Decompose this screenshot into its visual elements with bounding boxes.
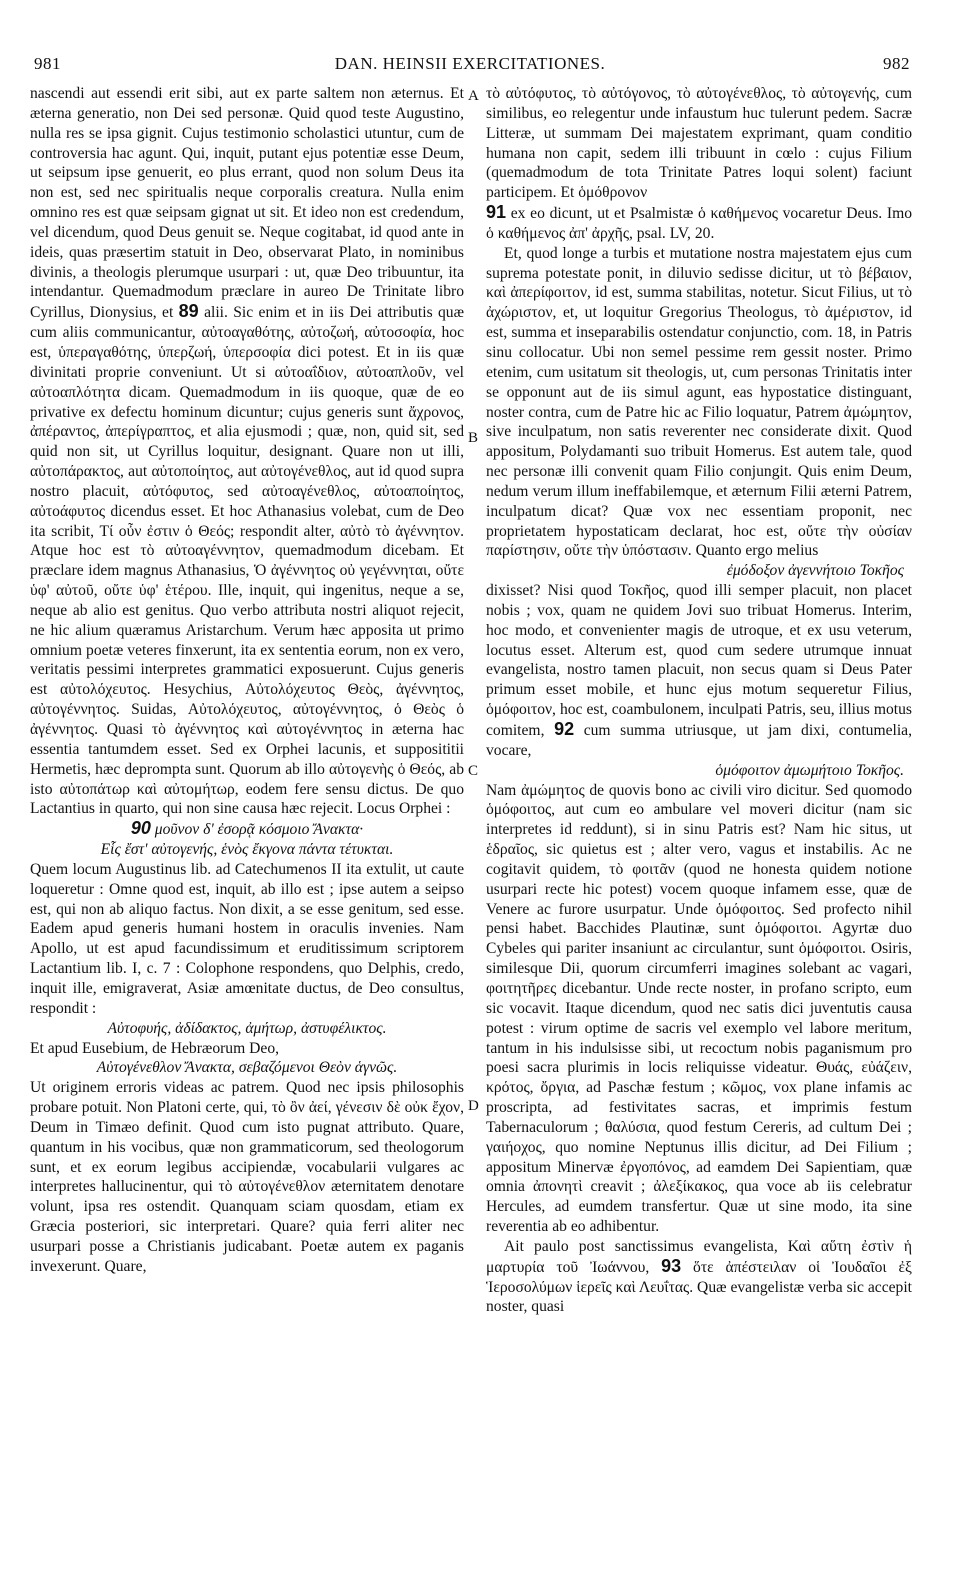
paragraph: Ut originem erroris videas ac patrem. Quod nec ipsis philosophis probare potuit. Non Platoni certe, qui, τὸ ὂν ἀεί, γένεσιν δὲ οὐκ ἔχον, Deum in Timæo definit. Quod cum isto pugnat attributo. Quare, quantum in his vocibus, quæ non grammaticorum, sed theologorum sunt, et ex eorum legibus accipiendæ, vocabularii vulgares ac interpretes hallucinentur, qui τὸ αὐτογένεθλον æternitatem denotare volunt, ipsa res ostendit. Quanquam sciam quosdam, etiam ex Græcia posteriori, sic interpretari. Quare? quia ferri aliter nec usurpari posse a Christianis judicabant. Poetæ autem ex paganis invexerunt. Quare, xyxy=(30,1079,464,1275)
section-number: 93 xyxy=(661,1255,682,1276)
paragraph: Quem locum Augustinus lib. ad Catechumenos II ita extulit, ut caute loqueretur : Omne quod est, inquit, ab illo est ; ipse autem a seipso est, qui non ab aliquo factus. Non dixit, a se esse genitum, sed esse. Eadem apud generis humani hostem in oraculis invenies. Nam Apollo, ut est apud facundissimum et eruditissimum scriptorem Lactantium lib. I, c. 7 : Colophone respondens, quo Delphis, credo, inquit ille, emigraverat, Asiæ amœnitate ductus, de Deo consultus, respondit : xyxy=(30,860,464,1017)
page-number-left: 981 xyxy=(34,54,61,73)
paragraph: Et, quod longe a turbis et mutatione nostra majestatem ejus cum suprema potestate ponit, in diluvio sedisse dicitur, ut τὸ βέβαιον, καὶ ἀπερίφοιτον, id est, summa stabilitas, notetur. Sicut Filius, ut τὸ ἀχώριστον, et, ut loquitur Gregorius Theologus, τὸ ἀμέριστον, id est, summa et inseparabilis ostendatur conjunctio, com. 18, in Patris sinu collocatur. Ubi non semel pessime rem gessit noster. Primo etenim, cum usitatum sit theologis, ut, cum personas Trinitatis inter se opponunt aut de iis simul agunt, eas hypostatice distinguant, noster contra, cum de Patre hic ac Filio loquatur, Patrem ἀμώμητον, sive inculpatum, non satis reverenter nec considerate dixit. Quod appositum, Polydamanti suo tribuit Homerus. Est autem tale, quod nec personæ illi convenit quam Filio conjungit. Quis enim Deum, nedum verum illum ineffabilemque, et æternum Filii æterni Patrem, inculpatum dicat? Quæ vox nec essentiam proponit, nec proprietatem hypostaticam declarat, hoc est, οὔτε τὴν οὐσίαν παρίστησιν, οὔτε τὴν ὑπόστασιν. Quanto ergo melius xyxy=(486,244,912,560)
paragraph-text: ex eo dicunt, ut et Psalmistæ ὁ καθήμενος vocaretur Deus. Imo ὁ καθήμενος ἀπ' ἀρχῆς, psal. LV, 20. xyxy=(486,205,912,242)
margin-letter-c: C xyxy=(468,763,479,779)
paragraph-text: Ait paulo post sanctissimus evangelista, Καὶ αὕτη ἐστὶν ἡ μαρτυρία τοῦ Ἰωάννου, xyxy=(486,1237,912,1276)
section-number: 89 xyxy=(178,301,199,322)
paragraph xyxy=(30,84,464,819)
page-number-right: 982 xyxy=(883,54,910,73)
paragraph: Nam ἀμώμητος de quovis bono ac civili viro dicitur. Sed quomodo ὁμόφοιτος, aut cum eo ambulare vel moveri dicitur (nam sic interpretes id reddunt), si in sinu Patris est? Nam hic situs, ut ἑδραῖος, sic quietus est ; alter vero, vagus et instabilis. Ac ne cogitavit quidem, τὸ φοιτᾶν (quod ne honesta quidem notione usurpari recte hic potest) vocem quoque infamem esse, quæ de Venere ac furore usurpatur. Unde ὁμόφοιτος. Sed profecto nihil pensi habet. Bacchides Plautinæ, sunt ὁμόφοιτοι. Agyrtæ duo Cybeles qui pariter insaniunt ac circulantur, sunt ὁμόφοιτοι. Osiris, similesque Dii, quorum circumferri imagines solebant ac vagari, φοιτητῆρες dicebantur. Unde recte noster, in profano scripto, eum sic vocavit. Itaque dicendum, quod nec satis dici juventutis causa potest : virum optime de sacris vel exemplo vel labore meritum, tantum in his indulsisse sibi, ut recoctum nobis paganismum pro poesi sacra plurimis in locis reliquisse videatur. Θυάς, εὐάζειν, κρότος, ὄργια, ad Paschæ festum ; κῶμος, vox plane infamis ac proscripta, ad festivitates sacras, et imprimis festum Tabernaculorum ; θαλύσια, quod festum Cereris, ad cultum Dei ; γαιήοχος, quo nomine Neptunus illis dicitur, ad Dei Filium ; appositum Minervæ ἐργοπόνος, ad eamdem Dei Sapientiam, quæ omnia ἀπονητὶ creavit ; ἀλεξίκακος, qua voce ab iis celebratur Hercules, ad eumdem transfertur. Quæ ut sine modo, ita sine reverentia ab eo adhibentur. xyxy=(486,781,912,1236)
paragraph xyxy=(486,1237,912,1317)
section-number: 92 xyxy=(554,719,575,739)
right-column xyxy=(486,84,912,1317)
paragraph xyxy=(486,581,912,761)
paragraph-text-cont: cum summa utriusque, ut jam dixi, contumelia, vocare, xyxy=(486,722,912,759)
verse-line xyxy=(30,819,464,840)
page-header xyxy=(30,54,910,80)
running-title: DAN. HEINSII EXERCITATIONES. xyxy=(334,54,606,73)
verse-text: μοῦνον δ' ἐσορᾷ κόσμοιο Ἄνακτα· xyxy=(154,821,364,839)
verse-line: ὁμόφοιτον ἀμωμήτοιο Τοκῆος. xyxy=(715,761,904,779)
paragraph-text: dixisset? Nisi quod Τοκῆος, quod illi semper placuit, non placet nobis ; vox, quam ne quidem Jovi suo tribuat Homerus. Interim, hoc modo, et convenienter magis de utroque, et ex usu veterum, locutus esset. Alterum est, quod cum sedere utrumque innuat evangelista, nostro tamen placuit, non secus quam si Deus Pater primum esset mobile, et hunc ejus motum sequeretur Filius, ὁμόφοιτον, hoc est, coambulonem, inculpati Patris, seu, illius motus comitem, xyxy=(486,582,912,739)
margin-letter-a: A xyxy=(468,88,479,104)
verse-line: Εἷς ἔστ' αὐτογενής, ἑνὸς ἔκγονα πάντα τέτυκται. xyxy=(100,841,394,859)
left-column xyxy=(30,84,464,1277)
paragraph-text-cont: alii. Sic enim et in iis Dei attributis quæ cum aliis communicantur, αὐτοαγαθότης, αὐτοζωή, αὐτοσοφία, hoc est, ὑπεραγαθότης, ὑπερζωή, ὑπερσοφία dici potest. Et in iis quæ divinitati proprie conveniunt. Ut si αὐτοαΐδιον, αὐτοαπλοῦν, vel αὐτοαπλότητα dicam. Quemadmodum in iis quoque, quæ de eo privative ex defectu hominum dicuntur; cujus generis sunt ἄχρονος, ἀπέραντος, ἀπερίγραπτος, et alia ejusmodi ; quæ, non, quid sit, sed quid non sit, ut Cyrillus loquitur, designant. Quare non ut illi, αὐτοπάρακτος, aut αὐτοποίητος, aut αὐτογένεθλος, aut id quod supra nostro placuit, αὐτόφυτος, sed αὐτοαγένεθλος, αὐτοαποίητος, αὐτοάφυτος dicendus esset. Et hoc Athanasius volebat, cum de Deo ita scribit, Τί οὖν ἐστιν ὁ Θεός; respondit alter, αὐτὸ τὸ ἀγέννητον. Atque hoc est τὸ αὐτοαγέννητον, quemadmodum dicebam. Et præclare idem magnus Athanasius, Ὁ ἀγέννητος οὐ γεγέννηται, οὔτε ὑφ' αὐτοῦ, οὔτε ὑφ' ἑτέρου. Ille, inquit, qui ingenitus, neque a se, neque ab alio est genitus. Quo verbo attributa nostri aliquot rejecit, ne hic alium quæramus Aristarchum. Verum hæc apposita ut primo omnium poetæ veteres finxerunt, ita ex sententia eorum, non ex vero, veritatis pessimi interpretes grammatici exposuerunt. Cujus generis est αὐτολόχευτος. Hesychius, Αὐτολόχευτος Θεὸς, ἀγέννητος, αὐτογέννητος. Suidas, Αὐτολόχευτος, αὐτογέννητος, ὁ Θεὸς ὁ ἀγέννητος. Quasi τὸ ἀγέννητος καὶ αὐτογέννητος in æterna hac essentia tantumdem esset. Sed ex Orphei lacunis, et supposititii Hermetis, hæc deprompta sunt. Quorum ab illo αὐτογενὴς ὁ Θεός, ab isto αὐτοπάτωρ καὶ αὐτομήτωρ, eodem fere sensu dictus. De quo Lactantius in quarto, qui non sine causa hæc rejecit. Locus Orphei : xyxy=(30,304,464,818)
margin-letter-d: D xyxy=(468,1098,479,1114)
paragraph-text: nascendi aut essendi erit sibi, aut ex parte saltem non æternus. Et æterna generatio, non Dei sed personæ. Quid quod teste Augustino, nulla res se ipsa gignit. Cujus testimonio scholastici utuntur, cum de controversia hac agunt. Qui, inquit, putant ejus potentiæ esse Deum, ut seipsum ipse genuerit, eo plus errant, quod non solum Deus ita non est, sed nec spiritualis neque corporalis creatura. Nulla enim omnino res est quæ seipsam gignat ut sit. Et ideo non est credendum, vel dicendum, quod Deus genuit se. Neque cogitabat, id quod ante in ideis, quas præsertim statuit in Deo, observarat Plato, in nominibus divinis, a theologis plerumque usurpari : ut, quæ Deo tribuuntur, ita intendantur. Quemadmodum præclare in aureo De Trinitate libro Cyrillus, Dionysius, et xyxy=(30,85,464,322)
paragraph xyxy=(486,203,912,244)
verse-line: Αὐτογένεθλον Ἄνακτα, σεβαζόμενοι Θεὸν ἁγνῶς. xyxy=(96,1059,398,1077)
verse-line: ἐμόδοξον ἀγεννήτοιο Τοκῆος xyxy=(726,562,904,580)
verse-line: Αὐτοφυής, ἀδίδακτος, ἀμήτωρ, ἀστυφέλικτος. xyxy=(107,1019,387,1037)
paragraph-text-cont: ὅτε ἀπέστειλαν οἱ Ἰουδαῖοι ἐξ Ἱεροσολύμων ἱερεῖς καὶ Λευΐτας. Quæ evangelistæ verba sic accepit noster, quasi xyxy=(486,1258,912,1316)
paragraph: Et apud Eusebium, de Hebræorum Deo, xyxy=(30,1039,280,1057)
paragraph: τὸ αὐτόφυτος, τὸ αὐτόγονος, τὸ αὐτογένεθλος, τὸ αὐτογενής, cum similibus, eo relegentur unde infaustum huc tulerunt pedem. Sacræ Litteræ, ut summam Dei majestatem exprimant, quam conditio humana non capit, sedem illi tribuunt in cœlo : cujus Filium (quemadmodum de tota Trinitate Patres loqui solent) faciunt participem. Et ὁμόθρονον xyxy=(486,85,912,202)
margin-letter-b: B xyxy=(468,430,479,446)
section-number: 91 xyxy=(486,202,507,223)
section-number: 90 xyxy=(130,818,151,839)
